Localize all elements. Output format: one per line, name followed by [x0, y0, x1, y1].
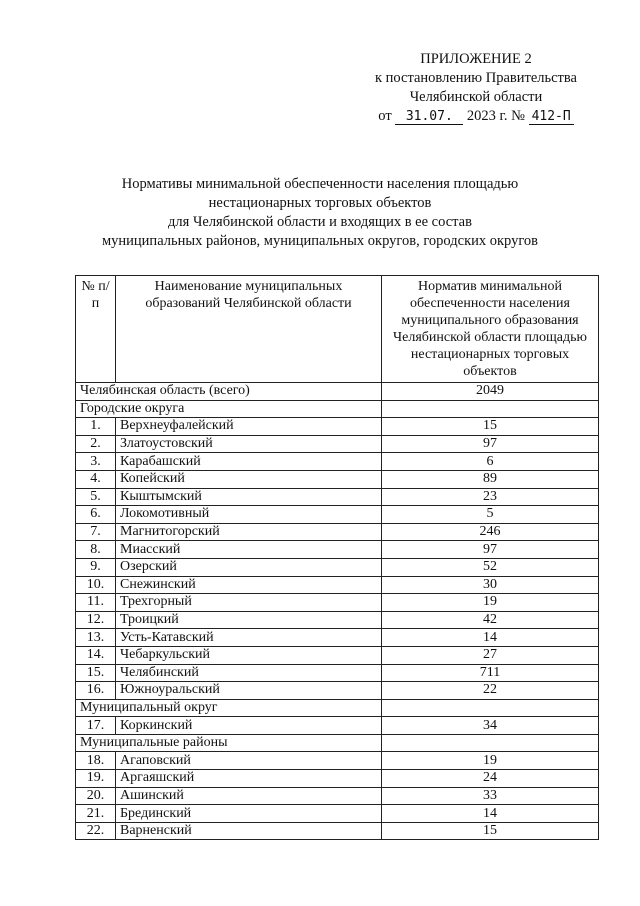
- row-name: Копейский: [116, 470, 382, 488]
- row-value: 89: [382, 470, 599, 488]
- section-empty-cell: [382, 400, 599, 418]
- row-name: Кыштымский: [116, 488, 382, 506]
- total-label: Челябинская область (всего): [76, 383, 382, 401]
- table-row: [76, 435, 599, 453]
- table-row: [76, 822, 599, 840]
- row-name: Златоустовский: [116, 435, 382, 453]
- row-name: Карабашский: [116, 453, 382, 471]
- document-title: [60, 175, 580, 251]
- row-num: 12.: [76, 611, 116, 629]
- table-body: [76, 383, 599, 840]
- title-line-1: Нормативы минимальной обеспеченности населения площадью: [121, 176, 519, 192]
- row-name: Брединский: [116, 805, 382, 823]
- table-row: [76, 488, 599, 506]
- row-num: 11.: [76, 594, 116, 612]
- table-row: [76, 470, 599, 488]
- total-value: 2049: [382, 383, 599, 401]
- section-empty-cell: [382, 734, 599, 752]
- row-name: Варненский: [116, 822, 382, 840]
- title-line-3: для Челябинской области и входящих в ее состав: [168, 214, 472, 230]
- row-value: 19: [382, 752, 599, 770]
- table-row: [76, 558, 599, 576]
- row-value: 97: [382, 435, 599, 453]
- row-num: 6.: [76, 506, 116, 524]
- row-name: Аргаяшский: [116, 770, 382, 788]
- table-row: [76, 576, 599, 594]
- table-row: [76, 523, 599, 541]
- row-name: Озерский: [116, 558, 382, 576]
- row-name: Южноуральский: [116, 682, 382, 700]
- appendix-date-line: [356, 107, 596, 126]
- row-num: 20.: [76, 787, 116, 805]
- row-name: Коркинский: [116, 717, 382, 735]
- table-row: [76, 752, 599, 770]
- row-value: 14: [382, 805, 599, 823]
- table-row: [76, 664, 599, 682]
- section-title: Городские округа: [76, 400, 382, 418]
- row-num: 5.: [76, 488, 116, 506]
- table-header-row: [76, 276, 599, 383]
- row-num: 14.: [76, 646, 116, 664]
- table-row: [76, 682, 599, 700]
- row-value: 14: [382, 629, 599, 647]
- row-num: 7.: [76, 523, 116, 541]
- table-row: [76, 787, 599, 805]
- row-num: 9.: [76, 558, 116, 576]
- date-prefix: от: [378, 108, 392, 124]
- row-name: Чебаркульский: [116, 646, 382, 664]
- row-value: 711: [382, 664, 599, 682]
- row-num: 3.: [76, 453, 116, 471]
- row-value: 30: [382, 576, 599, 594]
- row-num: 22.: [76, 822, 116, 840]
- row-num: 13.: [76, 629, 116, 647]
- row-num: 17.: [76, 717, 116, 735]
- row-name: Магнитогорский: [116, 523, 382, 541]
- title-line-4: муниципальных районов, муниципальных округов, городских округов: [101, 233, 539, 249]
- row-name: Агаповский: [116, 752, 382, 770]
- table-row: [76, 770, 599, 788]
- row-value: 27: [382, 646, 599, 664]
- row-num: 4.: [76, 470, 116, 488]
- header-num: № п/п: [76, 276, 116, 383]
- row-num: 10.: [76, 576, 116, 594]
- row-num: 21.: [76, 805, 116, 823]
- table-row: [76, 646, 599, 664]
- row-value: 24: [382, 770, 599, 788]
- section-row: [76, 734, 599, 752]
- row-name: Усть-Катавский: [116, 629, 382, 647]
- table-row: [76, 629, 599, 647]
- row-name: Снежинский: [116, 576, 382, 594]
- table-row: [76, 594, 599, 612]
- row-name: Ашинский: [116, 787, 382, 805]
- row-name: Локомотивный: [116, 506, 382, 524]
- resolution-date: 31.07.: [395, 109, 463, 125]
- row-value: 19: [382, 594, 599, 612]
- row-num: 16.: [76, 682, 116, 700]
- row-value: 52: [382, 558, 599, 576]
- row-num: 18.: [76, 752, 116, 770]
- appendix-resolution: к постановлению Правительства: [375, 70, 577, 86]
- title-line-2: нестационарных торговых объектов: [208, 195, 432, 211]
- row-value: 6: [382, 453, 599, 471]
- total-row: [76, 383, 599, 401]
- table-row: [76, 717, 599, 735]
- table-row: [76, 611, 599, 629]
- row-num: 15.: [76, 664, 116, 682]
- norms-table: [75, 275, 599, 840]
- section-title: Муниципальные районы: [76, 734, 382, 752]
- table-row: [76, 453, 599, 471]
- row-num: 1.: [76, 418, 116, 436]
- row-name: Миасский: [116, 541, 382, 559]
- row-value: 22: [382, 682, 599, 700]
- row-value: 5: [382, 506, 599, 524]
- table-row: [76, 541, 599, 559]
- row-num: 19.: [76, 770, 116, 788]
- header-name: Наименование муниципальных образований Челябинской области: [116, 276, 382, 383]
- row-value: 97: [382, 541, 599, 559]
- row-num: 2.: [76, 435, 116, 453]
- row-num: 8.: [76, 541, 116, 559]
- appendix-title: ПРИЛОЖЕНИЕ 2: [420, 51, 532, 67]
- section-empty-cell: [382, 699, 599, 717]
- row-name: Челябинский: [116, 664, 382, 682]
- header-value: Норматив минимальной обеспеченности населения муниципального образования Челябинской области площадью нестационарных торговых объектов: [382, 276, 599, 383]
- section-title: Муниципальный округ: [76, 699, 382, 717]
- appendix-block: [356, 50, 596, 126]
- row-name: Верхнеуфалейский: [116, 418, 382, 436]
- resolution-number: 412-П: [529, 109, 574, 125]
- row-name: Троицкий: [116, 611, 382, 629]
- row-value: 15: [382, 822, 599, 840]
- appendix-region: Челябинской области: [409, 89, 543, 105]
- section-row: [76, 699, 599, 717]
- table-row: [76, 506, 599, 524]
- row-value: 23: [382, 488, 599, 506]
- year-suffix: 2023 г. №: [466, 108, 525, 124]
- row-value: 42: [382, 611, 599, 629]
- row-name: Трехгорный: [116, 594, 382, 612]
- row-value: 34: [382, 717, 599, 735]
- section-row: [76, 400, 599, 418]
- row-value: 33: [382, 787, 599, 805]
- row-value: 15: [382, 418, 599, 436]
- table-row: [76, 418, 599, 436]
- table-row: [76, 805, 599, 823]
- row-value: 246: [382, 523, 599, 541]
